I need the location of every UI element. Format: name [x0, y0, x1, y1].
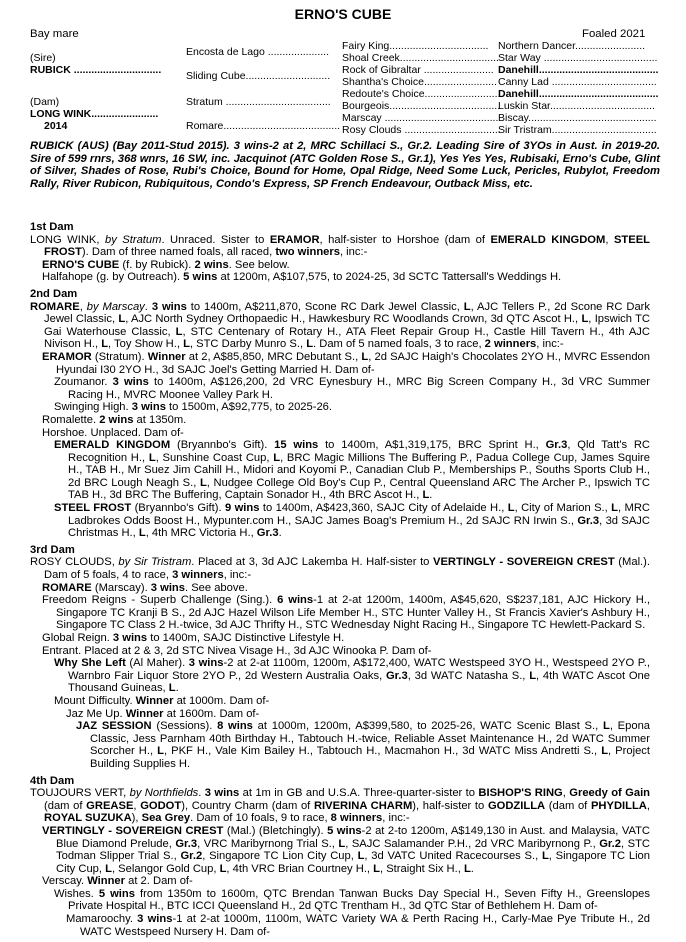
horse-sex: Bay mare	[30, 28, 79, 40]
dam-entry: Jaz Me Up. Winner at 1600m. Dam of-	[66, 707, 260, 720]
g2-1: Fairy King..................................	[342, 40, 489, 52]
dam-entry: ERNO'S CUBE (f. by Rubick). 2 wins. See below.	[42, 258, 290, 271]
dam-entry: Halfahope (g. by Outreach). 5 wins at 1200m, A$107,575, to 2024-25, 3d SCTC Tattersall's Weddings H.	[42, 271, 562, 284]
sire-dam: Sliding Cube.............................	[186, 70, 331, 82]
sire-label: (Sire)	[30, 52, 56, 64]
sire-sire: Encosta de Lago .....................	[186, 46, 329, 58]
g3-6: Luskin Star....................................	[498, 100, 655, 112]
dam-year: 2014	[44, 120, 68, 132]
dam-lines	[30, 221, 650, 938]
dam-entry: ROMARE, by Marscay. 3 wins to 1400m, A$211,870, Scone RC Dark Jewel Classic, L, AJC Tellers P., 2d Scone RC Dark Jewel Classic, L, AJC North Sydney Orthopaedic H., Hawkesbury RC Woodlands Crown, 3d QTC Ascot H., L, Ipswich TC Gai Waterhouse Classic, L, STC Centenary of Rotary H., ATA Fleet Repair Group H., Castle Hill Tavern H., 4th AJC Nivison H., L, Toy Show H., L, STC Darby Munro S., L. Dam of 5 named foals, 3 to race, 2 winners, inc:-	[30, 300, 651, 351]
g2-4: Shantha's Choice.........................	[342, 76, 497, 88]
dam-entry: EMERALD KINGDOM (Bryannbo's Gift). 15 wins to 1400m, A$1,319,175, BRC Sprint H., Gr.3, Qld Tatt's RC Recognition H., L, Sunshine Coast Cup, L, BRC Magic Millions The Buffering P., Padua College Cup, James Squire H., TAB H., Mr Suez Jim Cahill H., Midori and Koyomi P., Canadian Club P., Memberships P., Souths Sports Club H., 2d BRC Lough Neagh S., L, Nudgee College Old Boy's Cup P., Central Queensland ARC The Archer P., Ipswich TC TAB H., 3d BRC The Buffering, Captain Sonador H., 4th BRC Ascot H., L.	[54, 439, 651, 502]
dam-section-heading: 2nd Dam	[30, 287, 78, 300]
dam-entry: Mamaroochy. 3 wins-1 at 2-at 1000m, 1100m, WATC Variety WA & Perth Racing H., Carly-Mae Pye Tribute H., 2d WATC Westspeed Nursery H. Dam of-	[66, 913, 651, 938]
g2-8: Rosy Clouds .................................	[342, 124, 501, 136]
g2-2: Shoal Creek..................................	[342, 52, 499, 64]
dam-entry: TOUJOURS VERT, by Northfields. 3 wins at 1m in GB and U.S.A. Three-quarter-sister to BISHOP'S RING, Greedy of Gain (dam of GREASE, GODOT), Country Charm (dam of RIVERINA CHARM), half-sister to GODZILLA (dam of PHYDILLA, ROYAL SUZUKA), Sea Grey. Dam of 10 foals, 9 to race, 8 winners, inc:-	[30, 787, 651, 825]
g3-8: Sir Tristram....................................	[498, 124, 657, 136]
dam-entry: Wishes. 5 wins from 1350m to 1600m, QTC Brendan Tanwan Bucks Day Special H., Seven Fifty H., Greenslopes Private Hospital H., BTC ICCI Queensland H., 2d QTC Trentham H., 3d QTC Star of Bethlehem H. Dam of-	[54, 887, 650, 913]
sire-name: RUBICK ..............................	[30, 64, 162, 76]
sire-summary: RUBICK (AUS) (Bay 2011-Stud 2015). 3 wins-2 at 2, MRC Schillaci S., Gr.2. Leading Sire of 3YOs in Aust. in 2019-20. Sire of 599 rnrs, 368 wnrs, 16 SW, inc. Jacquinot (ATC Golden Rose S., Gr.1), Yes Yes Yes, Rubisaki, Erno's Cube, Glint of Silver, Shades of Rose, Rubi's Choice, Bound for Home, Opal Ridge, Need Some Luck, Pericles, Rubylot, Freedom Rally, River Rubicon, Rubiquitous, Condo's Express, SP French Endeavour, Outback Miss, etc.	[30, 140, 660, 190]
dam-entry: ROSY CLOUDS, by Sir Tristram. Placed at 3, 3d AJC Lakemba H. Half-sister to VERTINGLY - SOVEREIGN CREST (Mal.). Dam of 5 foals, 4 to race, 3 winners, inc:-	[30, 556, 651, 582]
g2-7: Marscay .......................................	[342, 112, 499, 124]
foaled-year: Foaled 2021	[582, 28, 646, 40]
dam-entry: ROMARE (Marscay). 3 wins. See above.	[42, 581, 248, 594]
dam-entry: Entrant. Placed at 2 & 3, 2d STC Nivea Visage H., 3d AJC Winooka P. Dam of-	[42, 644, 432, 657]
dam-entry: Verscay. Winner at 2. Dam of-	[42, 875, 193, 888]
g2-6: Bourgeois......................................	[342, 100, 501, 112]
dam-entry: Horshoe. Unplaced. Dam of-	[42, 426, 184, 439]
g3-3: Danehill.........................................	[498, 64, 659, 76]
dam-entry: STEEL FROST (Bryannbo's Gift). 9 wins to 1400m, A$423,360, SAJC City of Adelaide H., L, City of Marion S., L, MRC Ladbrokes Odds Boost H., Mypunter.com H., SAJC James Boag's Premium H., 2d SAJC RN Irwin S., Gr.3, 3d SAJC Christmas H., L, 4th MRC Victoria H., Gr.3.	[54, 502, 651, 540]
dam-entry: Global Reign. 3 wins to 1400m, SAJC Distinctive Lifestyle H.	[42, 632, 345, 644]
dam-entry: Romalette. 2 wins at 1350m.	[42, 413, 187, 426]
dam-entry: ERAMOR (Stratum). Winner at 2, A$85,850, MRC Debutant S., L, 2d SAJC Haigh's Chocolates 2YO H., MVRC Essendon Hyundai I30 2YO H., 3d SAJC Joel's Getting Married H. Dam of-	[42, 350, 650, 376]
dam-label: (Dam)	[30, 96, 60, 108]
dam-section-heading: 4th Dam	[30, 774, 75, 787]
g3-4: Canny Lad ....................................	[498, 76, 657, 88]
g2-3: Rock of Gibraltar ........................	[342, 64, 494, 76]
dam-entry: Mount Difficulty. Winner at 1000m. Dam of-	[54, 694, 270, 707]
dam-entry: Freedom Reigns - Superb Challenge (Sing.). 6 wins-1 at 2-at 1200m, 1400m, A$45,620, S$237,181, AJC Hickory H., Singapore TC Kranji B S., 2d AJC Hazel Wilson Life Member H., STC Hunter Valley H., St Francis Xavier's Ashbury H., Singapore TC Class 2 H.-twice, 3d AJC Thrifty H., STC Wednesday Night Racing H., Singapore TC Hewlett-Packard S.	[42, 594, 650, 632]
g2-5: Redoute's Choice..........................	[342, 88, 501, 100]
dam-section-heading: 3rd Dam	[30, 543, 75, 556]
g3-5: Danehill.........................................	[498, 88, 659, 100]
dam-entry: JAZ SESSION (Sessions). 8 wins at 1000m, 1200m, A$399,580, to 2025-26, WATC Scenic Blast S., L, Epona Classic, Jess Parnham 40th Birthday H., Tabtouch H.-twice, Reliable Asset Maintenance H., 2d WATC Summer Scorcher H., L, PKF H., Vale Kim Bailey H., Tabtouch H., Macmahon H., 3d WATC Miss Andretti S., L, Project Building Supplies H.	[76, 720, 651, 770]
g3-2: Star Way .......................................	[498, 52, 658, 64]
g3-7: Biscay............................................	[498, 112, 657, 124]
dam-entry: LONG WINK, by Stratum. Unraced. Sister to ERAMOR, half-sister to Horshoe (dam of EMERALD KINGDOM, STEEL FROST). Dam of three named foals, all raced, two winners, inc:-	[30, 233, 650, 259]
dam-entry: Zoumanor. 3 wins to 1400m, A$126,200, 2d VRC Eynesbury H., MRC Big Screen Company H., 3d VRC Summer Racing H., MVRC Moonee Valley Park H.	[54, 376, 650, 401]
dam-entry: VERTINGLY - SOVEREIGN CREST (Mal.) (Bletchingly). 5 wins-2 at 2-to 1200m, A$149,130 in Aust. and Malaysia, VATC Blue Diamond Prelude, Gr.3, VRC Maribyrnong Trial S., L, SAJC Salamander P.H., 2d VRC Maribyrnong P., Gr.2, STC Todman Slipper Trial S., Gr.2, Singapore TC Lion City Cup, L, 3d VATC United Racecourses S., L, Singapore TC Lion City Cup, L, Selangor Gold Cup, L, 4th VRC Brian Courtney H., L, Straight Six H., L.	[42, 824, 651, 875]
dam-entry: Swinging High. 3 wins to 1500m, A$92,775, to 2025-26.	[54, 401, 333, 414]
dam-sire: Stratum ....................................	[186, 96, 331, 108]
dam-dam: Romare........................................	[186, 120, 341, 132]
horse-title: ERNO'S CUBE	[294, 6, 392, 22]
dam-entry: Why She Left (Al Maher). 3 wins-2 at 2-at 1100m, 1200m, A$172,400, WATC Westspeed 3YO H., Westspeed 2YO P., Warnbro Fair Liquor Store 2YO P., 2d Western Australia Oaks, Gr.3, 3d WATC Natasha S., L, 4th WATC Ascot One Thousand Guineas, L.	[54, 657, 650, 695]
dam-name: LONG WINK.......................	[30, 108, 159, 120]
g3-1: Northern Dancer........................	[498, 40, 646, 52]
dam-section-heading: 1st Dam	[30, 221, 74, 233]
